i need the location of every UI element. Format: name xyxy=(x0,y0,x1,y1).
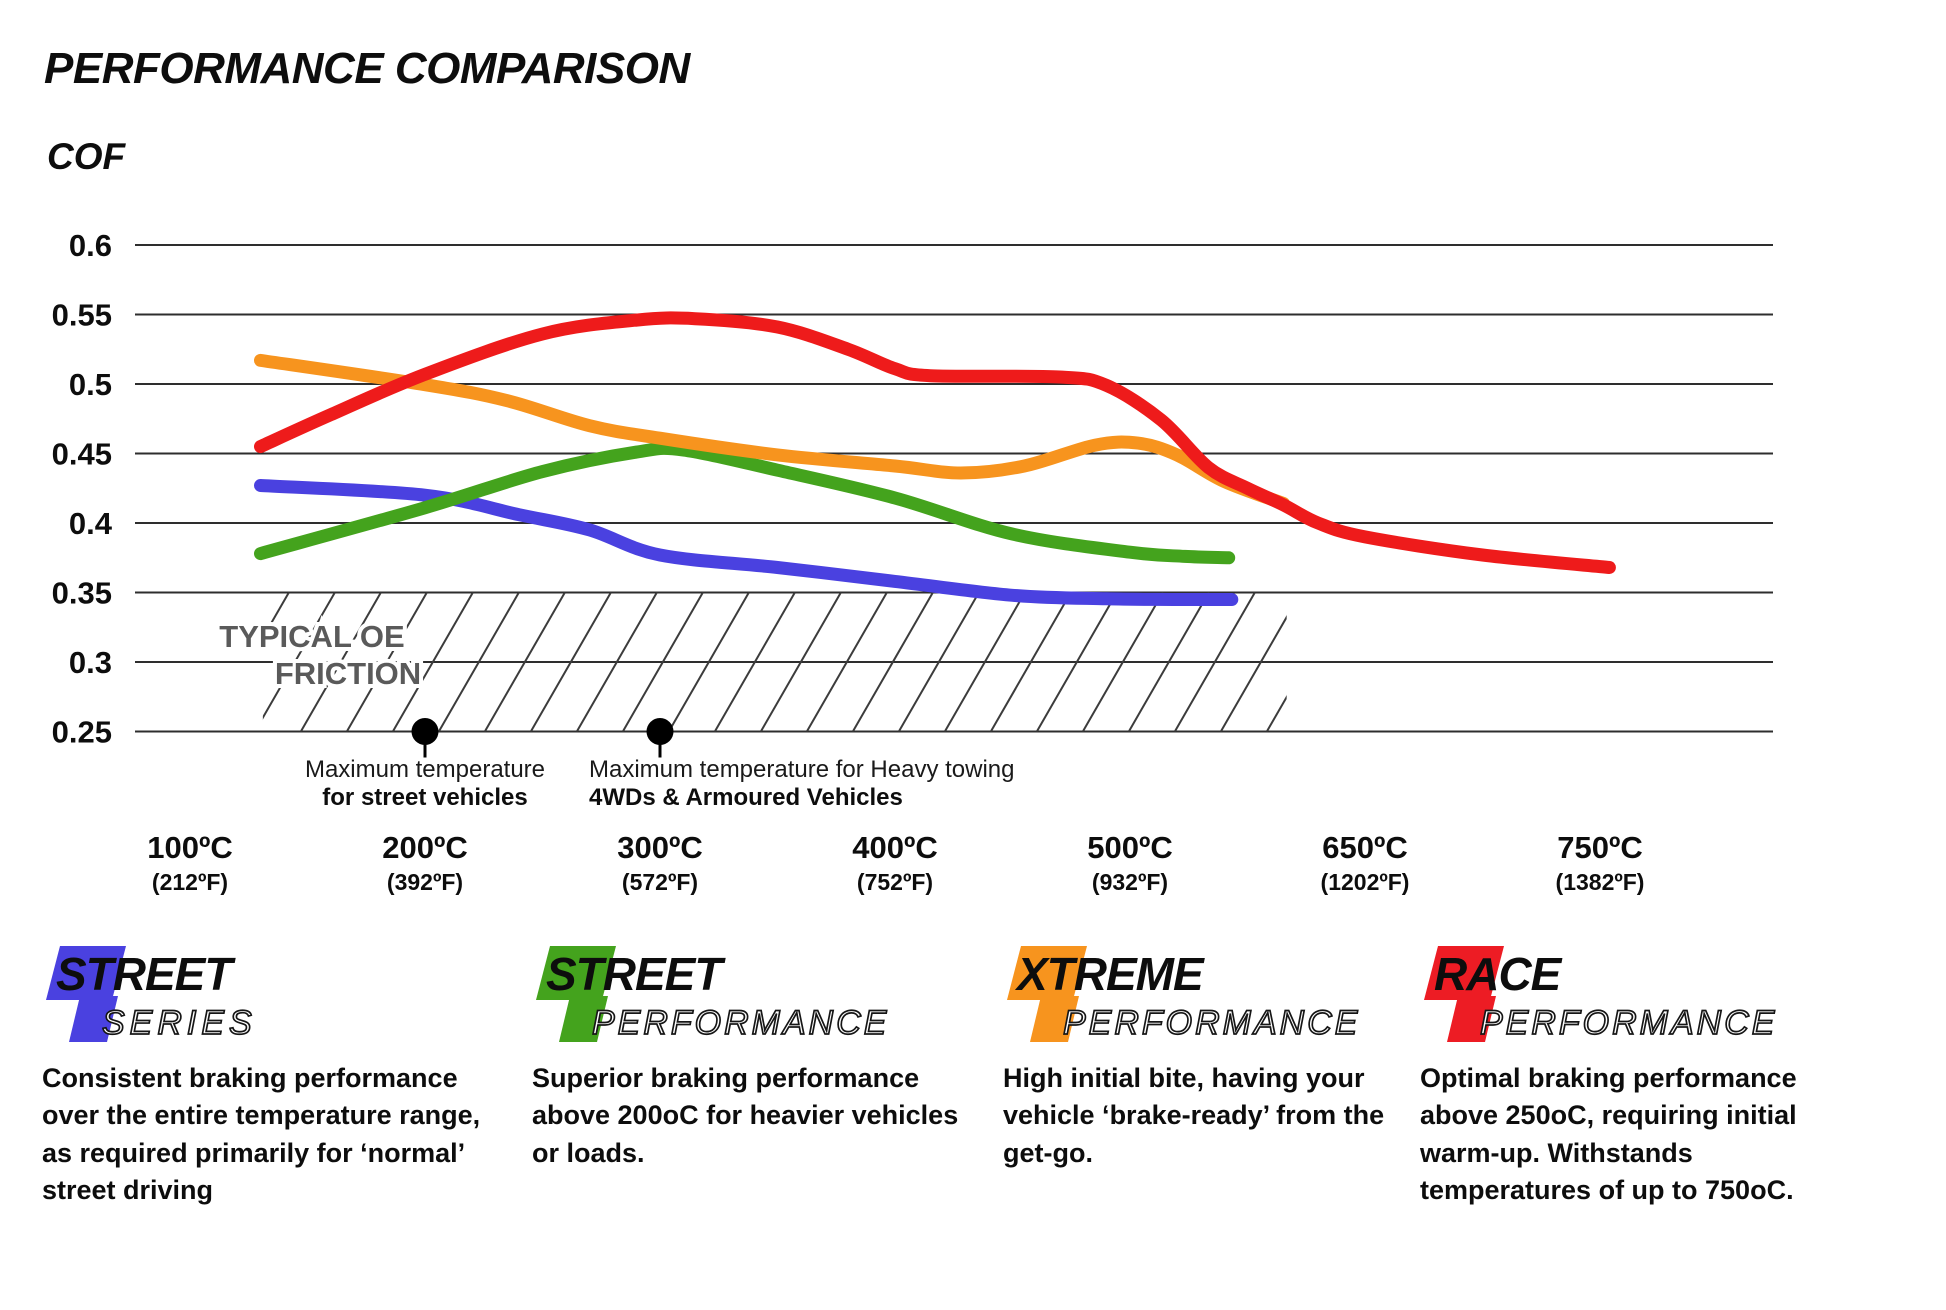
x-tick-label-c: 300ºC xyxy=(617,830,703,865)
x-tick-label-c: 500ºC xyxy=(1087,830,1173,865)
legend-item-street-performance xyxy=(532,946,982,1172)
logo-word1: RACE xyxy=(1434,948,1561,1000)
y-tick-label: 0.45 xyxy=(51,436,112,472)
oe-zone-label-line2: FRICTION xyxy=(274,656,422,691)
logo-word2: PERFORMANCE xyxy=(1480,1004,1778,1042)
x-tick-label-c: 100ºC xyxy=(147,830,233,865)
legend-item-xtreme-performance xyxy=(1003,946,1398,1172)
y-tick-label: 0.25 xyxy=(51,714,112,750)
brand-logo-street xyxy=(42,946,482,1046)
logo-word2: PERFORMANCE xyxy=(1063,1004,1361,1042)
y-tick-label: 0.5 xyxy=(68,367,112,402)
series-line-race-performance xyxy=(261,318,1610,568)
brand-logo-race xyxy=(1420,946,1860,1046)
x-tick-label-f: (212ºF) xyxy=(151,869,229,895)
x-tick-label-f: (752ºF) xyxy=(856,869,934,895)
x-tick-label-c: 750ºC xyxy=(1557,830,1643,865)
logo-word1: XTREME xyxy=(1017,948,1203,1000)
logo-word1: STREET xyxy=(546,948,722,1000)
brand-logo-xtreme xyxy=(1003,946,1443,1046)
x-tick-label-c: 200ºC xyxy=(382,830,468,865)
legend-description: Optimal braking performance above 250oC, requiring initial warm-up. Withstands temperatures of up to 750oC. xyxy=(1420,1063,1797,1205)
y-axis-title: COF xyxy=(47,136,126,177)
marker-annotation-line2: for street vehicles xyxy=(322,784,528,811)
legend-item-street-series xyxy=(42,946,507,1209)
legend-item-race-performance xyxy=(1420,946,1870,1209)
marker-annotation-line1: Maximum temperature xyxy=(304,756,546,783)
logo-word2: SERIES xyxy=(102,1004,257,1042)
x-tick-label-f: (1382ºF) xyxy=(1555,869,1645,895)
max-temp-marker xyxy=(412,718,439,745)
legend-description: Superior braking performance above 200oC for heavier vehicles or loads. xyxy=(532,1063,959,1168)
page-title: PERFORMANCE COMPARISON xyxy=(44,44,690,93)
product-legend xyxy=(0,946,1946,1306)
oe-zone-label-line1: TYPICAL OE xyxy=(219,619,405,654)
marker-annotation-line1: Maximum temperature for Heavy towing xyxy=(589,756,1015,783)
brand-logo-street xyxy=(532,946,972,1046)
series-line-street-performance xyxy=(261,448,1229,557)
y-tick-label: 0.35 xyxy=(51,575,112,611)
x-tick-label-f: (1202ºF) xyxy=(1320,869,1410,895)
x-tick-label-f: (392ºF) xyxy=(386,869,464,895)
legend-description: Consistent braking performance over the entire temperature range, as required primarily for ‘normal’ street driving xyxy=(42,1063,481,1205)
y-tick-label: 0.55 xyxy=(51,297,112,333)
y-tick-label: 0.6 xyxy=(68,228,112,263)
logo-word2: PERFORMANCE xyxy=(592,1004,890,1042)
y-tick-label: 0.4 xyxy=(68,506,112,541)
x-tick-label-c: 650ºC xyxy=(1322,830,1408,865)
y-tick-label: 0.3 xyxy=(68,645,112,680)
max-temp-marker xyxy=(647,718,674,745)
logo-word1: STREET xyxy=(56,948,232,1000)
marker-annotation-line2: 4WDs & Armoured Vehicles xyxy=(589,784,903,811)
legend-description: High initial bite, having your vehicle ‘brake-ready’ from the get-go. xyxy=(1003,1063,1385,1168)
x-tick-label-f: (932ºF) xyxy=(1091,869,1169,895)
x-tick-label-f: (572ºF) xyxy=(621,869,699,895)
x-tick-label-c: 400ºC xyxy=(852,830,938,865)
